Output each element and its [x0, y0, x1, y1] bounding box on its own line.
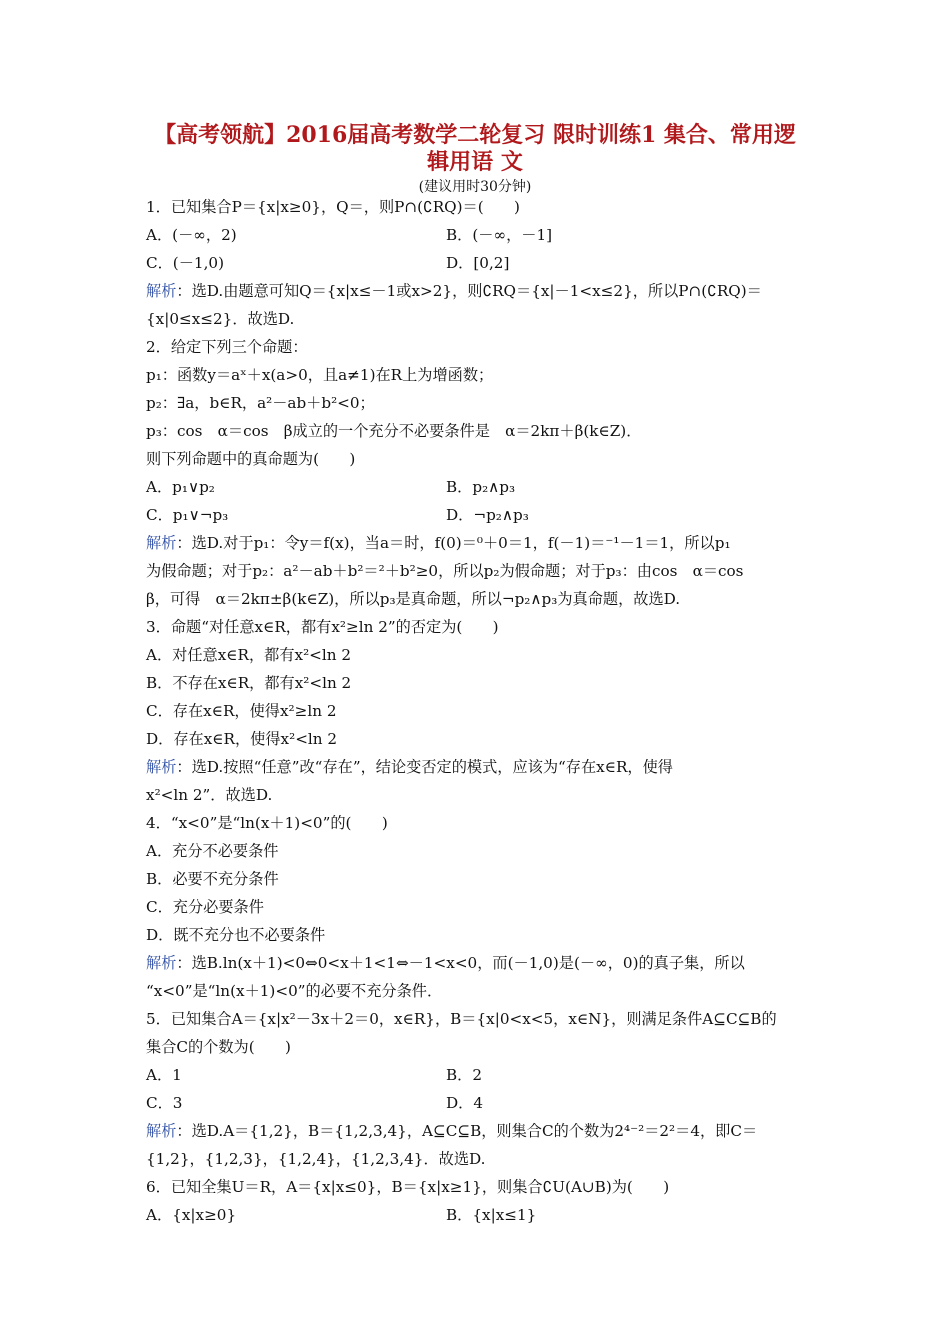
q1-analysis-cont: {x|0≤x≤2}．故选D.	[146, 310, 295, 328]
q2-analysis	[146, 533, 812, 553]
q6-option-a: A．{x|x≥0}	[146, 1206, 237, 1224]
title-line-2: 辑用语 文	[427, 149, 523, 175]
q2-option-c: C．p₁∨¬p₃	[146, 506, 229, 524]
q5-stem-cont: 集合C的个数为( )	[146, 1038, 291, 1056]
time-suggestion: (建议用时30分钟)	[418, 179, 532, 195]
q2-p2: p₂：∃a，b∈R，a²－ab＋b²<0；	[146, 394, 375, 412]
q1-analysis-text: ：选D.由题意可知Q＝{x|x≤－1或x>2}，则∁RQ＝{x|－1<x≤2}，所以P∩(∁RQ)＝	[176, 282, 762, 300]
q2-question: 则下列命题中的真命题为( )	[146, 450, 356, 468]
document-title	[120, 122, 830, 176]
q2-analysis-text: ：选D.对于p₁：令y＝f(x)，当a＝时，f(0)＝⁰＋0＝1，f(－1)＝⁻¹－1＝1，所以p₁	[176, 534, 731, 552]
q3-analysis-text: ：选D.按照“任意”改“存在”，结论变否定的模式，应该为“存在x∈R，使得	[176, 758, 673, 776]
q2-p1: p₁：函数y＝aˣ＋x(a>0，且a≠1)在R上为增函数；	[146, 366, 494, 384]
q4-stem: 4．“x<0”是“ln(x＋1)<0”的( )	[146, 814, 388, 832]
q5-option-a: A．1	[146, 1066, 182, 1084]
q1-option-d: D．[0,2]	[446, 254, 510, 272]
q4-option-c: C．充分必要条件	[146, 898, 264, 916]
q2-option-a: A．p₁∨p₂	[146, 478, 215, 496]
q1-option-b: B．(－∞，－1]	[446, 226, 553, 244]
q2-option-d: D．¬p₂∧p₃	[446, 506, 529, 524]
q5-analysis-text: ：选D.A＝{1,2}，B＝{1,2,3,4}，A⊆C⊆B，则集合C的个数为2⁴⁻²＝2²＝4，即C＝	[176, 1122, 758, 1140]
q4-analysis-cont: “x<0”是“ln(x＋1)<0”的必要不充分条件．	[146, 982, 443, 1000]
q4-analysis-text: ：选B.ln(x＋1)<0⇔0<x＋1<1⇔－1<x<0，而(－1,0)是(－∞，0)的真子集，所以	[176, 954, 745, 972]
q3-analysis	[146, 757, 812, 777]
q3-option-a: A．对任意x∈R，都有x²<ln 2	[146, 646, 352, 664]
q5-stem: 5．已知集合A＝{x|x²－3x＋2＝0，x∈R}，B＝{x|0<x<5，x∈N}，则满足条件A⊆C⊆B的	[146, 1010, 777, 1028]
q6-stem: 6．已知全集U＝R，A＝{x|x≤0}，B＝{x|x≥1}，则集合∁U(A∪B)为( )	[146, 1178, 670, 1196]
q1-analysis	[146, 281, 812, 301]
title-line-1: 【高考领航】2016届高考数学二轮复习 限时训练1 集合、常用逻	[154, 122, 796, 148]
q3-option-b: B．不存在x∈R，都有x²<ln 2	[146, 674, 352, 692]
analysis-label: 解析	[146, 282, 177, 300]
analysis-label: 解析	[146, 758, 177, 776]
analysis-label: 解析	[146, 954, 177, 972]
q2-option-b: B．p₂∧p₃	[446, 478, 516, 496]
q6-option-b: B．{x|x≤1}	[446, 1206, 537, 1224]
q3-stem: 3．命题“对任意x∈R，都有x²≥ln 2”的否定为( )	[146, 618, 499, 636]
q5-option-d: D．4	[446, 1094, 484, 1112]
q4-analysis	[146, 953, 812, 973]
q5-option-c: C．3	[146, 1094, 183, 1112]
analysis-label: 解析	[146, 534, 177, 552]
q1-stem: 1．已知集合P＝{x|x≥0}，Q＝，则P∩(∁RQ)＝( )	[146, 198, 520, 216]
q5-analysis-cont: {1,2}，{1,2,3}，{1,2,4}，{1,2,3,4}．故选D.	[146, 1150, 486, 1168]
analysis-label: 解析	[146, 1122, 177, 1140]
q3-option-c: C．存在x∈R，使得x²≥ln 2	[146, 702, 337, 720]
q4-option-b: B．必要不充分条件	[146, 870, 279, 888]
q3-analysis-cont: x²<ln 2”．故选D.	[146, 786, 273, 804]
q2-stem: 2．给定下列三个命题：	[146, 338, 308, 356]
q2-analysis-cont-1: 为假命题；对于p₂：a²－ab＋b²＝²＋b²≥0，所以p₂为假命题；对于p₃：由cos α＝cos	[146, 562, 744, 580]
q5-option-b: B．2	[446, 1066, 483, 1084]
q3-option-d: D．存在x∈R，使得x²<ln 2	[146, 730, 338, 748]
q2-p3: p₃：cos α＝cos β成立的一个充分不必要条件是 α＝2kπ＋β(k∈Z)．	[146, 422, 642, 440]
q4-option-a: A．充分不必要条件	[146, 842, 279, 860]
q4-option-d: D．既不充分也不必要条件	[146, 926, 326, 944]
q2-analysis-cont-2: β，可得 α＝2kπ±β(k∈Z)，所以p₃是真命题，所以¬p₂∧p₃为真命题，故选D.	[146, 590, 681, 608]
q1-option-c: C．(－1,0)	[146, 254, 224, 272]
q5-analysis	[146, 1121, 812, 1141]
q1-option-a: A．(－∞，2)	[146, 226, 237, 244]
